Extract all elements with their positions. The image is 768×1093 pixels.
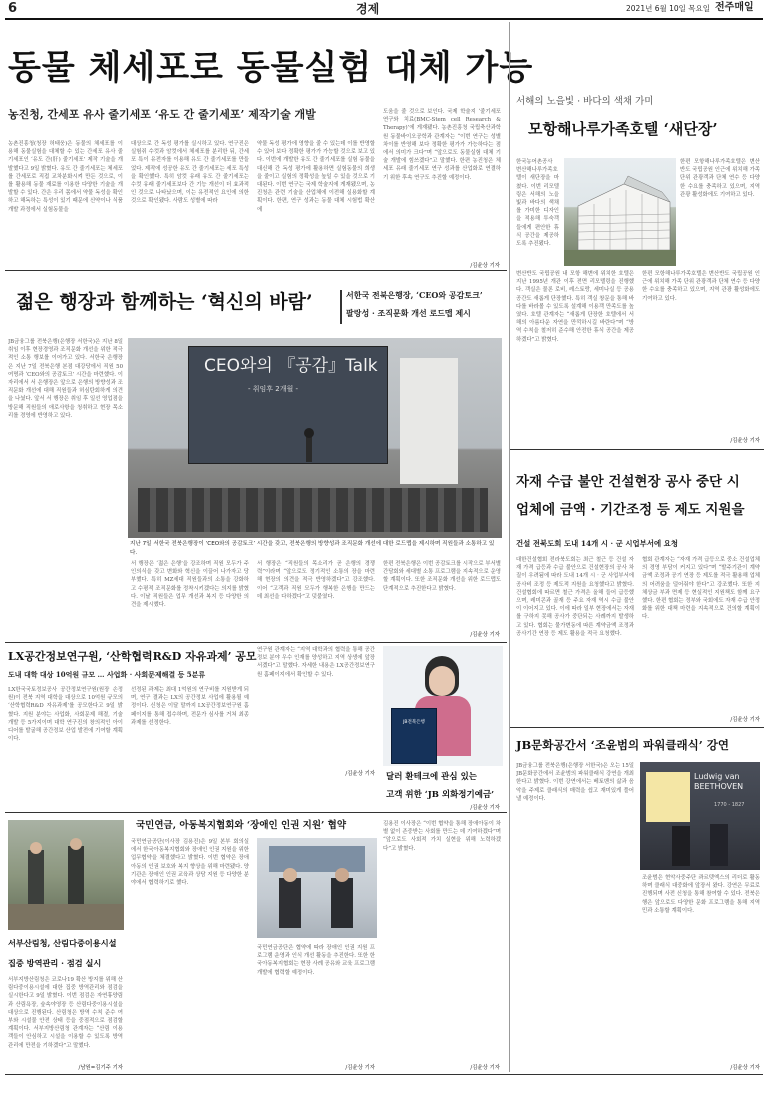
article-text: 변산반도 국립공원 내 모항 해변에 위치한 호텔은 지난 1995년 개관 이후 전면 리모델링을 진행했다. 객실은 물론 로비, 레스토랑, 세미나실 등 공용 공간도 새롭게 단장했다. 특히 객실 창문을 통해 바다를 바라볼 수 있도록 설계해 이용객 만족도를 높였다. 호텔 관계자는 “새롭게 단장한 호텔에서 서해의 아름다운 자연을 만끽하시길 바란다”며 “방역 수칙을 철저히 준수해 안전한 휴식 공간을 제공하겠다”고 밝혔다. (516, 271, 634, 343)
article-text: 연구원 관계자는 “지역 대학과의 협력을 통해 공간정보 분야 우수 인재를 양성하고 지역 상생에 앞장서겠다”고 말했다. 자세한 내용은 LX공간정보연구원 홈페이지에서 확인할 수 있다. (257, 647, 375, 678)
subhead-animal-testing: 농진청, 간세포 유사 줄기세포 ‘유도 간 줄기세포’ 제작기술 개발 (8, 108, 316, 121)
beethoven-years: 1770 - 1827 (714, 802, 745, 808)
article-text: 한편 전북은행은 이번 공감토크를 시작으로 부서별 간담회와 세대별 소통 프로그램을 지속적으로 운영할 계획이다. 또한 조직문화 개선을 위한 로드맵도 단계적으로 추진한다고 밝혔다. (383, 561, 501, 592)
hotel-building-illustration (564, 158, 676, 266)
headline-ceo-talk: 젊은 행장과 함께하는 ‘혁신의 바람’ (16, 291, 313, 313)
subhead-lx: 도내 대학 대상 10억원 규모 … 사업화 · 사회문제해결 등 5분류 (8, 670, 206, 679)
kicker-hotel: 서해의 노을빛 · 바다의 색채 가미 (516, 96, 654, 107)
headline-lx: LX공간정보연구원, ‘산학협력R&D 자유과제’ 공모 (8, 650, 257, 663)
subhead-construction: 건설 전북도회 도내 14개 시 · 군 시업부서에 요청 (516, 539, 678, 548)
headline-fx-2: 고객 위한 ‘JB 외화정기예금’ (386, 790, 495, 800)
article-text: 농촌진흥청(청장 허태웅)은 동물의 체세포를 이용해 동물실험을 대체할 수 있는 간세포 유사 줄기세포인 ‘유도 간(肝) 줄기세포’ 제작 기술을 개발했다고 9일 밝혔다. 유도 간 줄기세포는 체세포를 간세포로 직접 교차분화시켜 만든 것으로, 이를 활용해 동물 재료를 이용한 다양한 기술을 개발할 수 있다. 간은 우리 몸에서 약물 독성을 확인하고 해독하는 특성이 있기 때문에 신약이나 식품 개발 과정에서 실험동물을 (8, 141, 123, 213)
fx-photo-label: JB전북은행 (403, 720, 425, 725)
article-text: 한편 모항해나루가족호텔은 변산반도 국립공원 인근에 위치해 가족 단위 관광객과 단체 연수 등 다양한 수요를 충족하고 있으며, 지역 관광 활성화에도 기여하고 있다. (642, 271, 760, 302)
masthead (0, 0, 768, 18)
article-text: 도움을 줄 것으로 보인다. 국제 학술지 ‘줄기세포 연구와 치료(BMC-Stem cell Research & Therapy)’에 게재됐다. 농촌진흥청 국립축산과학원 동물바이오공학과 관계자는 “이번 연구는 성별 차이를 반영해 보다 정확한 평가가 가능하다는 점에서 의미가 크다”며 “앞으로도 동물실험 대체 기술 개발에 힘쓰겠다”고 말했다. 한편 농진청은 체세포 유래 줄기세포 연구 성과를 산업화로 연결하기 위한 후속 연구도 추진할 예정이다. (383, 109, 501, 181)
headline-forest: 서부산림청, 산림다중이용시설 (8, 938, 117, 948)
byline: /김윤상 기자 (470, 632, 500, 638)
beethoven-label: Ludwig van BEETHOVEN (694, 772, 744, 791)
article-text: JB금융그룹 전북은행(은행장 서한국)은 지난 8일 취임 이후 현장경영과 조직문화 개선을 위한 적극적인 소통 행보를 이어가고 있다. 서한국 은행장은 지난 7일 전북은행 본점 대강당에서 직원 50여명과 ‘CEO와의 공감토크’ 시간을 마련했다. 이 자리에서 서 은행장은 앞으로 은행의 방향성과 조직문화 개선에 대해 직원들과 허심탄회하게 의견을 나눴다. 앞서 서 행장은 취임 후 일선 영업점을 방문해 직원들의 애로사항을 청취하고 현장 목소리를 경영에 반영하고 있다. (8, 339, 123, 419)
photo-ceo-talk (128, 338, 502, 538)
kicker2-ceo-talk: 팔랑성 · 조직문화 개선 로드맵 제시 (346, 308, 471, 318)
photo-hotel (564, 158, 676, 266)
article-text: JB금융그룹 전북은행(은행장 서한국)은 오는 15일 JB문화공간에서 조윤범의 파워클래식 강연을 개최한다고 밝혔다. 이번 강연에서는 베토벤의 삶과 음악을 주제로 클래식의 매력을 쉽고 재미있게 풀어낼 예정이다. (516, 763, 634, 802)
article-text: 김용진 이사장은 “이번 협약을 통해 장애아동이 차별 없이 존중받는 사회를 만드는 데 기여하겠다”며 “앞으로도 사회적 가치 실현을 위해 노력하겠다”고 밝혔다. (383, 821, 501, 852)
page-number: 6 (8, 1, 18, 16)
article-text: 대상으로 간 독성 평가를 실시하고 있다. 연구진은 실험쥐 수컷과 암컷에서 체세포를 분리한 뒤, 간세포 특이 유전자를 이용해 유도 간 줄기세포를 만들었다. 제작에 성공한 유도 간 줄기세포는 세포 특성을 확인했다. 특히 암컷 유래 유도 간 줄기세포는 수컷 유래 줄기세포보다 간 기능 개선이 더 효과적인 것으로 나타났으며, 이는 유전적인 요인에 의한 것으로 확인됐다. 사람도 성별에 따라 (131, 141, 249, 205)
headline-hotel: 모항해나루가족호텔 ‘새단장’ (528, 120, 718, 138)
headline-pension: 국민연금, 아동복지협회와 ‘장애인 인권 지원’ 협약 (136, 820, 346, 831)
byline: /김윤상 기자 (730, 438, 760, 444)
article-text: 협회 관계자는 “자재 가격 급등으로 중소 건설업체의 경영 부담이 커지고 있다”며 “발주기관이 계약금액 조정과 공기 연장 등 제도를 적극 활용해 업체의 어려움을 덜어줘야 한다”고 강조했다. 또한 지체상금 부과 면제 등 현실적인 지원책도 함께 요구했다. 한편 협회는 정부와 국회에도 자재 수급 안정화를 위한 대책 마련을 지속적으로 건의할 계획이다. (642, 557, 760, 621)
headline-construction-1: 자재 수급 불안 건설현장 공사 중단 시 (516, 474, 740, 490)
headline-fx-1: 달러 환테크에 관심 있는 (386, 772, 477, 782)
article-text: 한편 모항해나루가족호텔은 변산반도 국립공원 인근에 위치해 가족 단위 관광객과 단체 연수 등 다양한 수요를 충족하고 있으며, 지역 관광 활성화에도 기여하고 있다. (680, 159, 760, 198)
photo-beethoven (640, 762, 760, 870)
article-text: 약물 독성 평가에 영향을 줄 수 있는데 이를 반영할 수 있어 보다 정확한 평가가 가능할 것으로 보고 있다. 이번에 개발한 유도 간 줄기세포를 실험 동물을 대신해 간 독성 평가에 활용하면 실험동물의 희생을 줄이고 실험의 정확성을 높일 수 있을 것으로 기대된다. 이번 연구는 국제 학술지에 게재됐으며, 농진청은 관련 기술을 산업체에 이전해 실용화할 계획이다. 한편, 연구 성과는 동물 대체 시험법 확산에 (257, 141, 375, 213)
subhead-forest: 집중 방역관리 · 점검 실시 (8, 958, 102, 968)
byline: /김윤상 기자 (470, 805, 500, 811)
photo-pension-signing (257, 838, 377, 938)
headline-animal-testing: 동물 체세포로 동물실험 대체 가능 (8, 48, 534, 88)
kicker-ceo-talk: 서한국 전북은행장, ‘CEO와 공감토크’ (346, 290, 483, 300)
byline: /김윤상 기자 (470, 263, 500, 269)
issue-date: 2021년 6월 10일 목요일 (626, 4, 711, 13)
headline-culture: JB문화공간서 ‘조윤범의 파워클래식’ 강연 (516, 738, 729, 752)
article-text: 서부지방산림청은 코로나19 확산 방지를 위해 산림다중이용시설에 대한 집중 방역관리와 점검을 실시한다고 9일 밝혔다. 이번 점검은 자연휴양림과 산림욕장, 숲속야영장 등 산림다중이용시설을 대상으로 진행된다. 산림청은 방역 수칙 준수 여부와 시설물 안전 상태 등을 중점적으로 점검할 계획이다. 서부지방산림청 관계자는 “산림 이용객들이 안심하고 시설을 이용할 수 있도록 방역 관리에 만전을 기하겠다”고 말했다. (8, 977, 123, 1049)
paper-name: 전주매일 (715, 2, 754, 13)
photo-fx-deposit (383, 646, 503, 766)
article-text: 국민연금공단(이사장 김용진)은 9일 본부 회의실에서 한국아동복지협회와 장애인 인권 지원을 위한 업무협약을 체결했다고 밝혔다. 이번 협약은 장애아동의 인권 보호와 복지 향상을 위해 마련됐다. 양 기관은 장애인 인권 교육과 상담 지원 등 다양한 분야에서 협력하기로 했다. (131, 839, 249, 887)
section-title: 경제 (356, 2, 380, 16)
byline: /김윤상 기자 (730, 717, 760, 723)
article-text: 국민연금공단은 협약에 따라 장애인 인권 지원 프로그램 운영과 인식 개선 활동을 추진한다. 또한 한국아동복지협회는 현장 사례 공유와 교육 프로그램 개발에 협력할 예정이다. (257, 945, 375, 976)
byline: /김윤상 기자 (345, 1065, 375, 1071)
photo-forest-service (8, 820, 124, 930)
byline: /남원=김기주 기자 (78, 1065, 123, 1071)
byline: /김윤상 기자 (470, 1065, 500, 1071)
photo-subtitle: - 취임후 2개월 - (248, 385, 298, 393)
byline: /김윤상 기자 (345, 771, 375, 777)
article-text: 선정된 과제는 최대 1억원의 연구비를 지원받게 되며, 연구 결과는 LX의 공간정보 사업에 활용될 예정이다. 신청은 이달 말까지 LX공간정보연구원 홈페이지를 통해 접수하며, 전문가 심사를 거쳐 최종 과제를 선정한다. (131, 687, 249, 726)
article-text: 서 행장은 ‘젊은 은행’을 강조하며 직원 모두가 주인의식을 갖고 변화와 혁신을 이끌어 나가자고 당부했다. 특히 MZ세대 직원들과의 소통을 강화하고 수평적 조직문화를 정착시키겠다는 의지를 밝혔다. 이날 직원들은 업무 개선과 복지 등 다양한 의견을 제시했다. (131, 561, 249, 609)
article-text: 한국농어촌공사 변산해나루가족호텔이 새단장을 마쳤다. 이번 리모델링은 서해의 노을빛과 바다의 색채를 가미한 디자인을 적용해 투숙객들에게 편안한 휴식 공간을 제공하도록 추진됐다. (516, 159, 559, 248)
byline: /김윤상 기자 (730, 1065, 760, 1071)
article-text: 조윤범은 현악사중주단 콰르텟엑스의 리더로 활동하며 클래식 대중화에 앞장서 왔다. 강연은 무료로 진행되며 사전 신청을 통해 참여할 수 있다. 전북은행은 앞으로도 다양한 문화 프로그램을 통해 지역민과 소통할 계획이다. (642, 875, 760, 914)
article-text: 대한건설협회 전라북도회는 최근 철근 등 건설 자재 가격 급등과 수급 불안으로 건설현장의 공사 차질이 우려됨에 따라 도내 14개 시 · 군 사업부서에 공사비 조정 등 제도적 지원을 요청했다고 밝혔다. 건설협회에 따르면 철근 가격은 올해 들어 급등했으며, 레미콘과 골재 등 주요 자재 역시 수급 불안이 이어지고 있다. 이에 따라 일부 현장에서는 자재를 구하지 못해 공사가 중단되는 사례까지 발생하고 있다. 협회는 물가변동에 따른 계약금액 조정과 공사기간 연장 등 제도 활용을 적극 요청했다. (516, 557, 634, 637)
headline-construction-2: 업체에 금액 · 기간조정 등 제도 지원을 (516, 502, 745, 518)
article-text: 서 행장은 “직원들의 목소리가 곧 은행의 경쟁력”이라며 “앞으로도 정기적인 소통의 장을 마련해 현장의 의견을 적극 반영하겠다”고 강조했다. 이어 “고객과 직원 모두가 행복한 은행을 만드는 데 최선을 다하겠다”고 덧붙였다. (257, 561, 375, 600)
article-text: LX한국국토정보공사 공간정보연구원(원장 손정원)이 전북 지역 대학을 대상으로 10억원 규모의 ‘산학협력R&D 자유과제’를 공모한다고 9일 밝혔다. 지원 분야는 사업화, 사회문제 해결, 기술 개발 등 5가지이며 대학 연구진의 창의적인 아이디어를 발굴해 공간정보 산업 발전에 기여할 계획이다. (8, 687, 123, 743)
photo-caption: 지난 7일 서한국 전북은행장이 ‘CEO와의 공감토크’ 시간을 갖고, 전북은행의 방향성과 조직문화 개선에 대한 로드맵을 제시하며 직원들과 소통하고 있다. (130, 541, 495, 556)
photo-title: CEO와의 『공감』Talk (204, 356, 378, 376)
